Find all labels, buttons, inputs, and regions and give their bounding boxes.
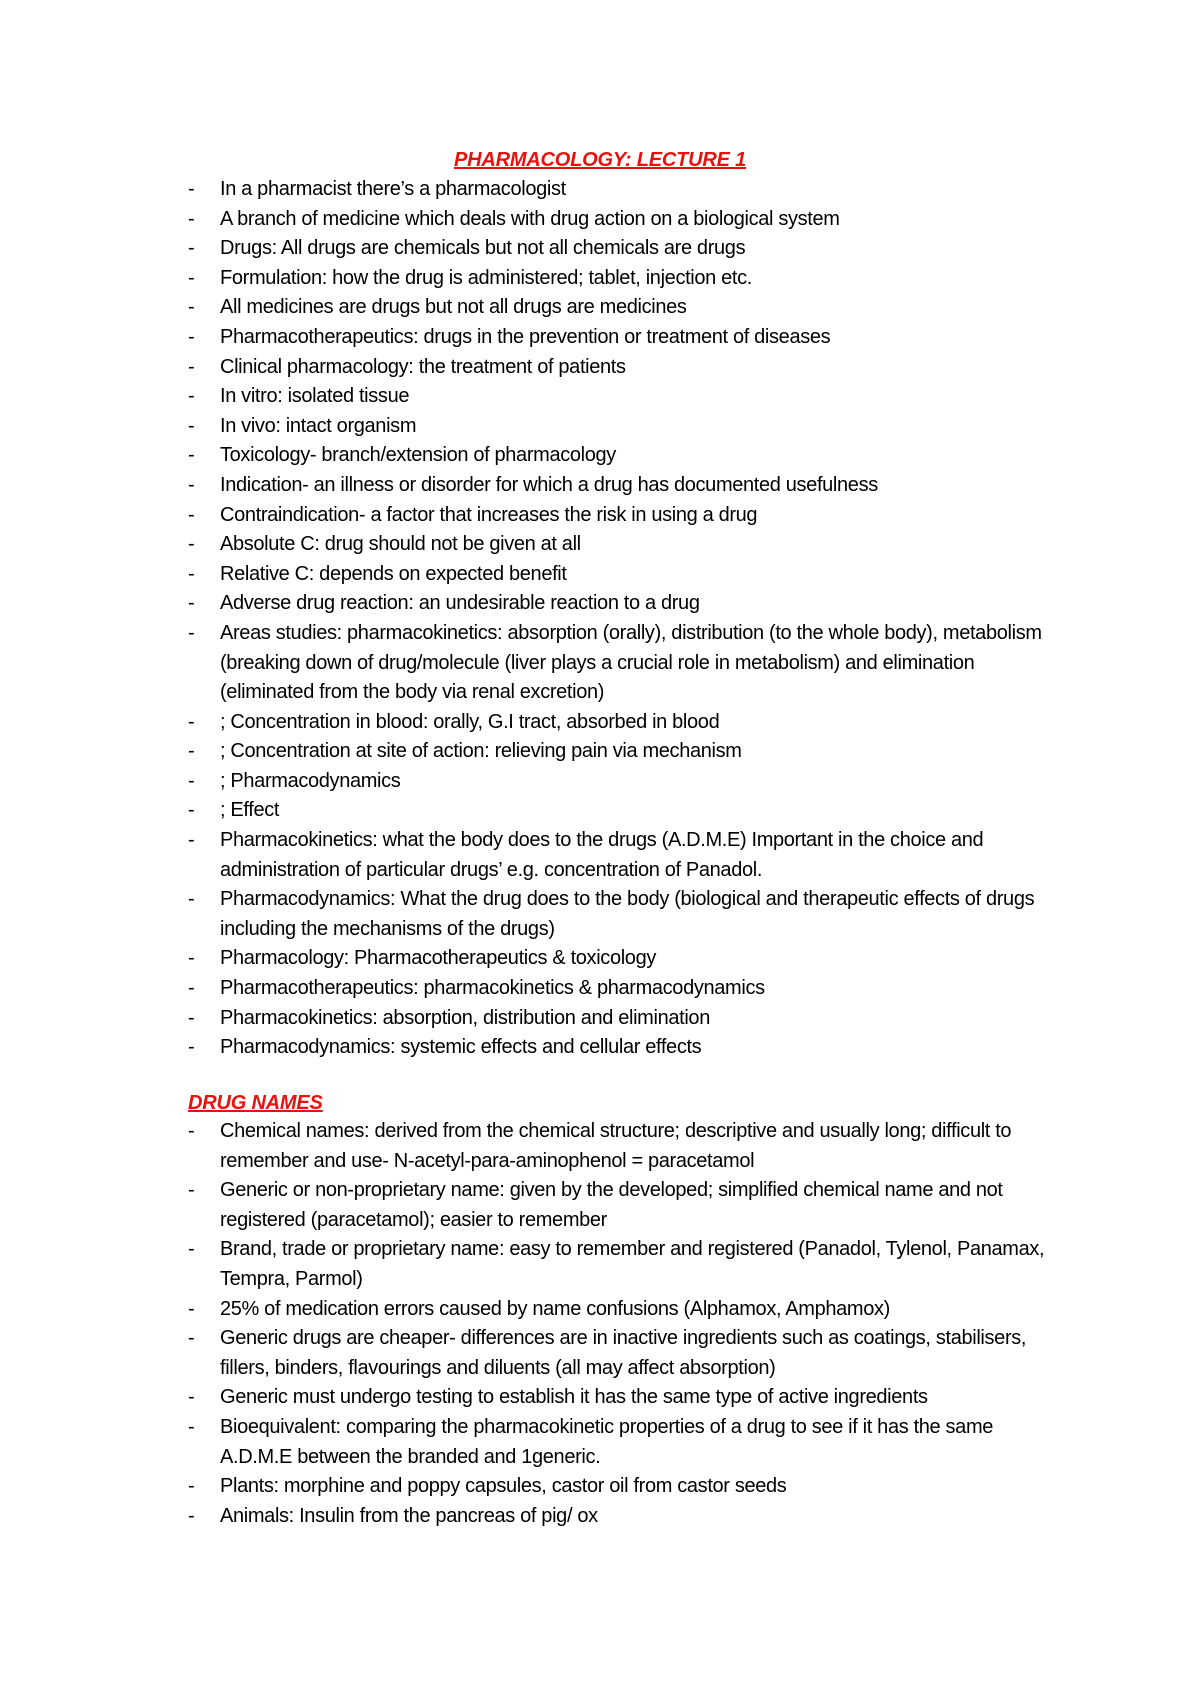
bullet-dash: -: [188, 1386, 195, 1409]
bullet-dash: -: [188, 710, 195, 733]
bullet-dash: -: [188, 977, 195, 1000]
bullet-dash: -: [188, 740, 195, 763]
list-item-text: ; Concentration at site of action: relieving pain via mechanism: [220, 740, 742, 763]
list-item: [188, 589, 1068, 619]
list-item-text: In a pharmacist there’s a pharmacologist: [220, 178, 566, 200]
bullet-dash: -: [188, 562, 195, 585]
list-item: [188, 1004, 1068, 1034]
list-item-text: Pharmacotherapeutics: drugs in the prevention or treatment of diseases: [220, 325, 831, 348]
list-item: [188, 767, 1068, 797]
list-item-text: Contraindication- a factor that increases the risk in using a drug: [220, 503, 758, 526]
list-item-text: Generic must undergo testing to establish it has the same type of active ingredients: [220, 1386, 928, 1409]
list-item: [188, 264, 1068, 294]
bullet-dash: -: [188, 207, 195, 230]
bullet-dash: -: [188, 385, 195, 408]
bullet-dash: -: [188, 947, 195, 970]
bullet-dash: -: [188, 503, 195, 526]
bullet-dash: -: [188, 178, 195, 200]
list-item-text: Pharmacokinetics: absorption, distribution and elimination: [220, 1006, 710, 1029]
list-item-text: In vitro: isolated tissue: [220, 385, 410, 408]
list-item-text: 25% of medication errors caused by name confusions (Alphamox, Amphamox): [220, 1297, 890, 1320]
list-item: [188, 382, 1068, 412]
list-item-text: Pharmacology: Pharmacotherapeutics & toxicology: [220, 947, 657, 970]
list-item: [188, 1117, 1068, 1176]
list-item: [188, 796, 1068, 826]
bullet-dash: -: [188, 1238, 195, 1261]
lecture-notes-list: [188, 175, 1068, 1063]
bullet-dash: -: [188, 1006, 195, 1029]
list-item-text: ; Effect: [220, 799, 280, 822]
list-item-text: Clinical pharmacology: the treatment of patients: [220, 355, 626, 378]
list-item-text: ; Concentration in blood: orally, G.I tract, absorbed in blood: [220, 710, 720, 733]
list-item: [188, 353, 1068, 383]
list-item: [188, 501, 1068, 531]
list-item-text: Adverse drug reaction: an undesirable reaction to a drug: [220, 592, 700, 615]
bullet-dash: -: [188, 1504, 195, 1527]
bullet-dash: -: [188, 473, 195, 496]
list-item-text: Drugs: All drugs are chemicals but not all chemicals are drugs: [220, 237, 746, 260]
page-title: PHARMACOLOGY: LECTURE 1: [453, 149, 747, 171]
list-item-text: Areas studies: pharmacokinetics: absorption (orally), distribution (to the whole body), metabolism (breaking down of drug/molecule (liver plays a crucial role in metabolism) and elimination (eliminated from the body via renal excretion): [220, 621, 1042, 704]
list-item: [188, 1472, 1068, 1502]
bullet-dash: -: [188, 533, 195, 556]
list-item-text: Pharmacotherapeutics: pharmacokinetics & pharmacodynamics: [220, 977, 765, 1000]
bullet-dash: -: [188, 888, 195, 911]
drug-names-list: [188, 1117, 1068, 1531]
bullet-dash: -: [188, 799, 195, 822]
bullet-dash: -: [188, 769, 195, 792]
list-item-text: Formulation: how the drug is administered; tablet, injection etc.: [220, 266, 752, 289]
bullet-dash: -: [188, 444, 195, 467]
list-item-text: All medicines are drugs but not all drugs are medicines: [220, 296, 687, 319]
list-item: [188, 412, 1068, 442]
list-item: [188, 323, 1068, 353]
list-item: [188, 944, 1068, 974]
list-item: [188, 1413, 1068, 1472]
bullet-dash: -: [188, 621, 195, 644]
list-item-text: ; Pharmacodynamics: [220, 769, 401, 792]
bullet-dash: -: [188, 592, 195, 615]
bullet-dash: -: [188, 296, 195, 319]
list-item: [188, 1383, 1068, 1413]
list-item-text: Pharmacokinetics: what the body does to the drugs (A.D.M.E) Important in the choice and administration of particular drugs’ e.g. concentration of Panadol.: [220, 829, 984, 881]
list-item: [188, 1176, 1068, 1235]
list-item: [188, 708, 1068, 738]
list-item-text: Absolute C: drug should not be given at all: [220, 533, 581, 556]
list-item: [188, 441, 1068, 471]
list-item: [188, 560, 1068, 590]
bullet-dash: -: [188, 414, 195, 437]
list-item: [188, 293, 1068, 323]
list-item-text: Indication- an illness or disorder for which a drug has documented usefulness: [220, 473, 878, 496]
bullet-dash: -: [188, 1475, 195, 1498]
list-item: [188, 205, 1068, 235]
list-item: [188, 974, 1068, 1004]
bullet-dash: -: [188, 325, 195, 348]
list-item: [188, 1295, 1068, 1325]
list-item-text: Pharmacodynamics: systemic effects and cellular effects: [220, 1036, 702, 1059]
list-item: [188, 737, 1068, 767]
section-heading-drug-names: DRUG NAMES: [188, 1092, 323, 1114]
list-item-text: Brand, trade or proprietary name: easy to remember and registered (Panadol, Tylenol, Panamax, Tempra, Parmol): [220, 1238, 1045, 1290]
bullet-dash: -: [188, 1297, 195, 1320]
list-item: [188, 885, 1068, 944]
list-item: [188, 530, 1068, 560]
bullet-dash: -: [188, 237, 195, 260]
list-item: [188, 234, 1068, 264]
list-item-text: Generic drugs are cheaper- differences are in inactive ingredients such as coatings, stabilisers, fillers, binders, flavourings and diluents (all may affect absorption): [220, 1327, 1027, 1379]
bullet-dash: -: [188, 1120, 195, 1142]
bullet-dash: -: [188, 1415, 195, 1438]
list-item: [188, 826, 1068, 885]
list-item: [188, 619, 1068, 708]
list-item-text: Pharmacodynamics: What the drug does to the body (biological and therapeutic effects of drugs including the mechanisms of the drugs): [220, 888, 1035, 940]
list-item-text: Chemical names: derived from the chemical structure; descriptive and usually long; difficult to remember and use- N-acetyl-para-aminophenol = paracetamol: [220, 1120, 1012, 1172]
bullet-dash: -: [188, 1036, 195, 1059]
list-item: [188, 1324, 1068, 1383]
list-item: [188, 471, 1068, 501]
list-item-text: In vivo: intact organism: [220, 414, 417, 437]
list-item: [188, 1033, 1068, 1063]
bullet-dash: -: [188, 266, 195, 289]
list-item-text: A branch of medicine which deals with drug action on a biological system: [220, 207, 840, 230]
list-item-text: Relative C: depends on expected benefit: [220, 562, 567, 585]
bullet-dash: -: [188, 355, 195, 378]
list-item: [188, 175, 1068, 205]
list-item-text: Generic or non-proprietary name: given by the developed; simplified chemical name and not registered (paracetamol); easier to remember: [220, 1179, 1003, 1231]
list-item: [188, 1235, 1068, 1294]
bullet-dash: -: [188, 1327, 195, 1350]
bullet-dash: -: [188, 1179, 195, 1202]
list-item-text: Bioequivalent: comparing the pharmacokinetic properties of a drug to see if it has the same A.D.M.E between the branded and 1generic.: [220, 1415, 994, 1468]
list-item-text: Plants: morphine and poppy capsules, castor oil from castor seeds: [220, 1475, 787, 1498]
bullet-dash: -: [188, 829, 195, 852]
list-item-text: Animals: Insulin from the pancreas of pig/ ox: [220, 1504, 598, 1527]
list-item: [188, 1502, 1068, 1532]
list-item-text: Toxicology- branch/extension of pharmacology: [220, 444, 616, 467]
